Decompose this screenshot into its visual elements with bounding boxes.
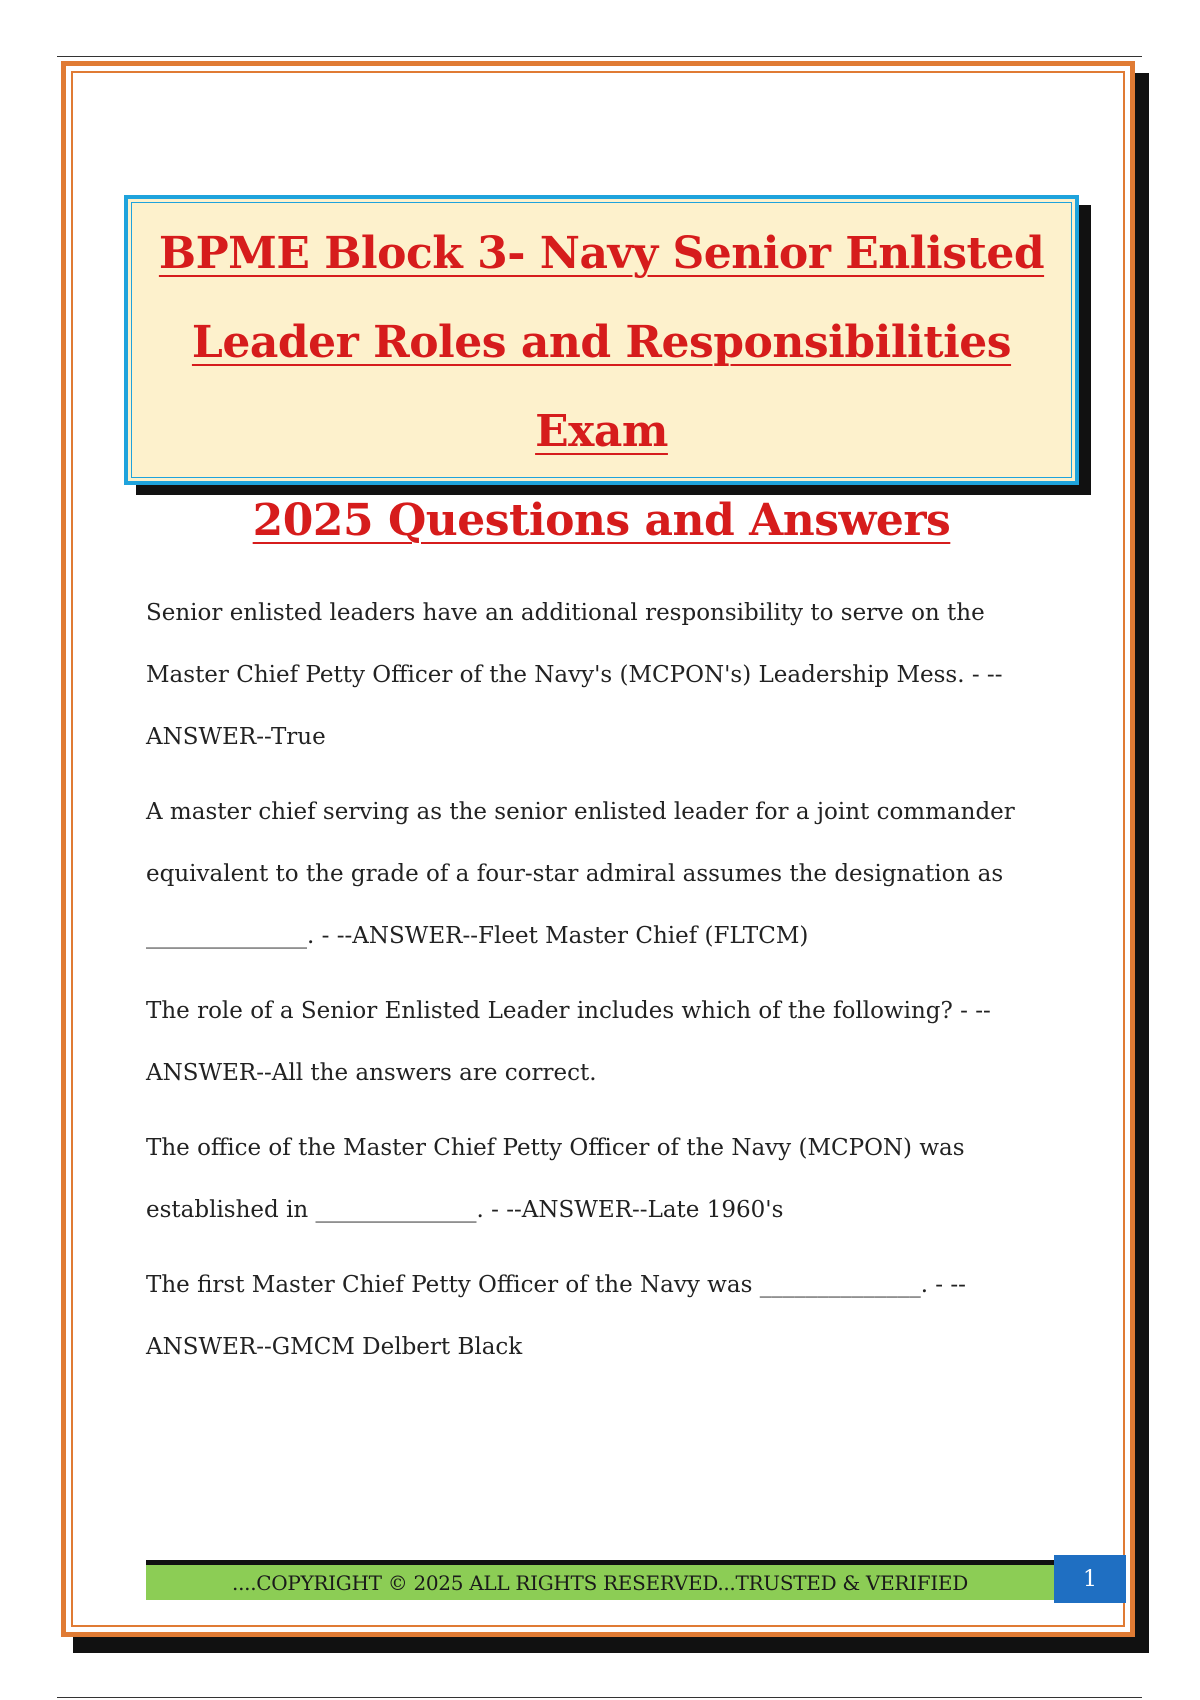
bottom-rule [57, 1697, 1142, 1698]
qa-item: A master chief serving as the senior enlisted leader for a joint commander equivalent to the grade of a four-star admiral assumes the designation as ______________. - --ANSWER--Fleet Master Chief (FLTCM) [146, 799, 1015, 949]
title-box [124, 195, 1079, 546]
page-number [1054, 1555, 1126, 1603]
footer-copyright-bar [146, 1560, 1054, 1600]
qa-item: The office of the Master Chief Petty Officer of the Navy (MCPON) was established in ______________. - --ANSWER--Late 1960's [146, 1135, 965, 1223]
qa-item: The first Master Chief Petty Officer of the Navy was ______________. - --ANSWER--GMCM Delbert Black [146, 1272, 966, 1360]
qa-content [146, 582, 1046, 1391]
page-number-text: 1 [1083, 1566, 1097, 1592]
qa-item: The role of a Senior Enlisted Leader includes which of the following? - --ANSWER--All the answers are correct. [146, 998, 991, 1086]
qa-item: Senior enlisted leaders have an additional responsibility to serve on the Master Chief Petty Officer of the Navy's (MCPON's) Leadership Mess. - --ANSWER--True [146, 600, 1003, 750]
footer-copyright-text: ....COPYRIGHT © 2025 ALL RIGHTS RESERVED...TRUSTED & VERIFIED [232, 1570, 968, 1595]
document-title: BPME Block 3- Navy Senior Enlisted Leader Roles and Responsibilities Exam 2025 Questions and Answers [158, 228, 1045, 546]
top-rule [57, 56, 1142, 57]
